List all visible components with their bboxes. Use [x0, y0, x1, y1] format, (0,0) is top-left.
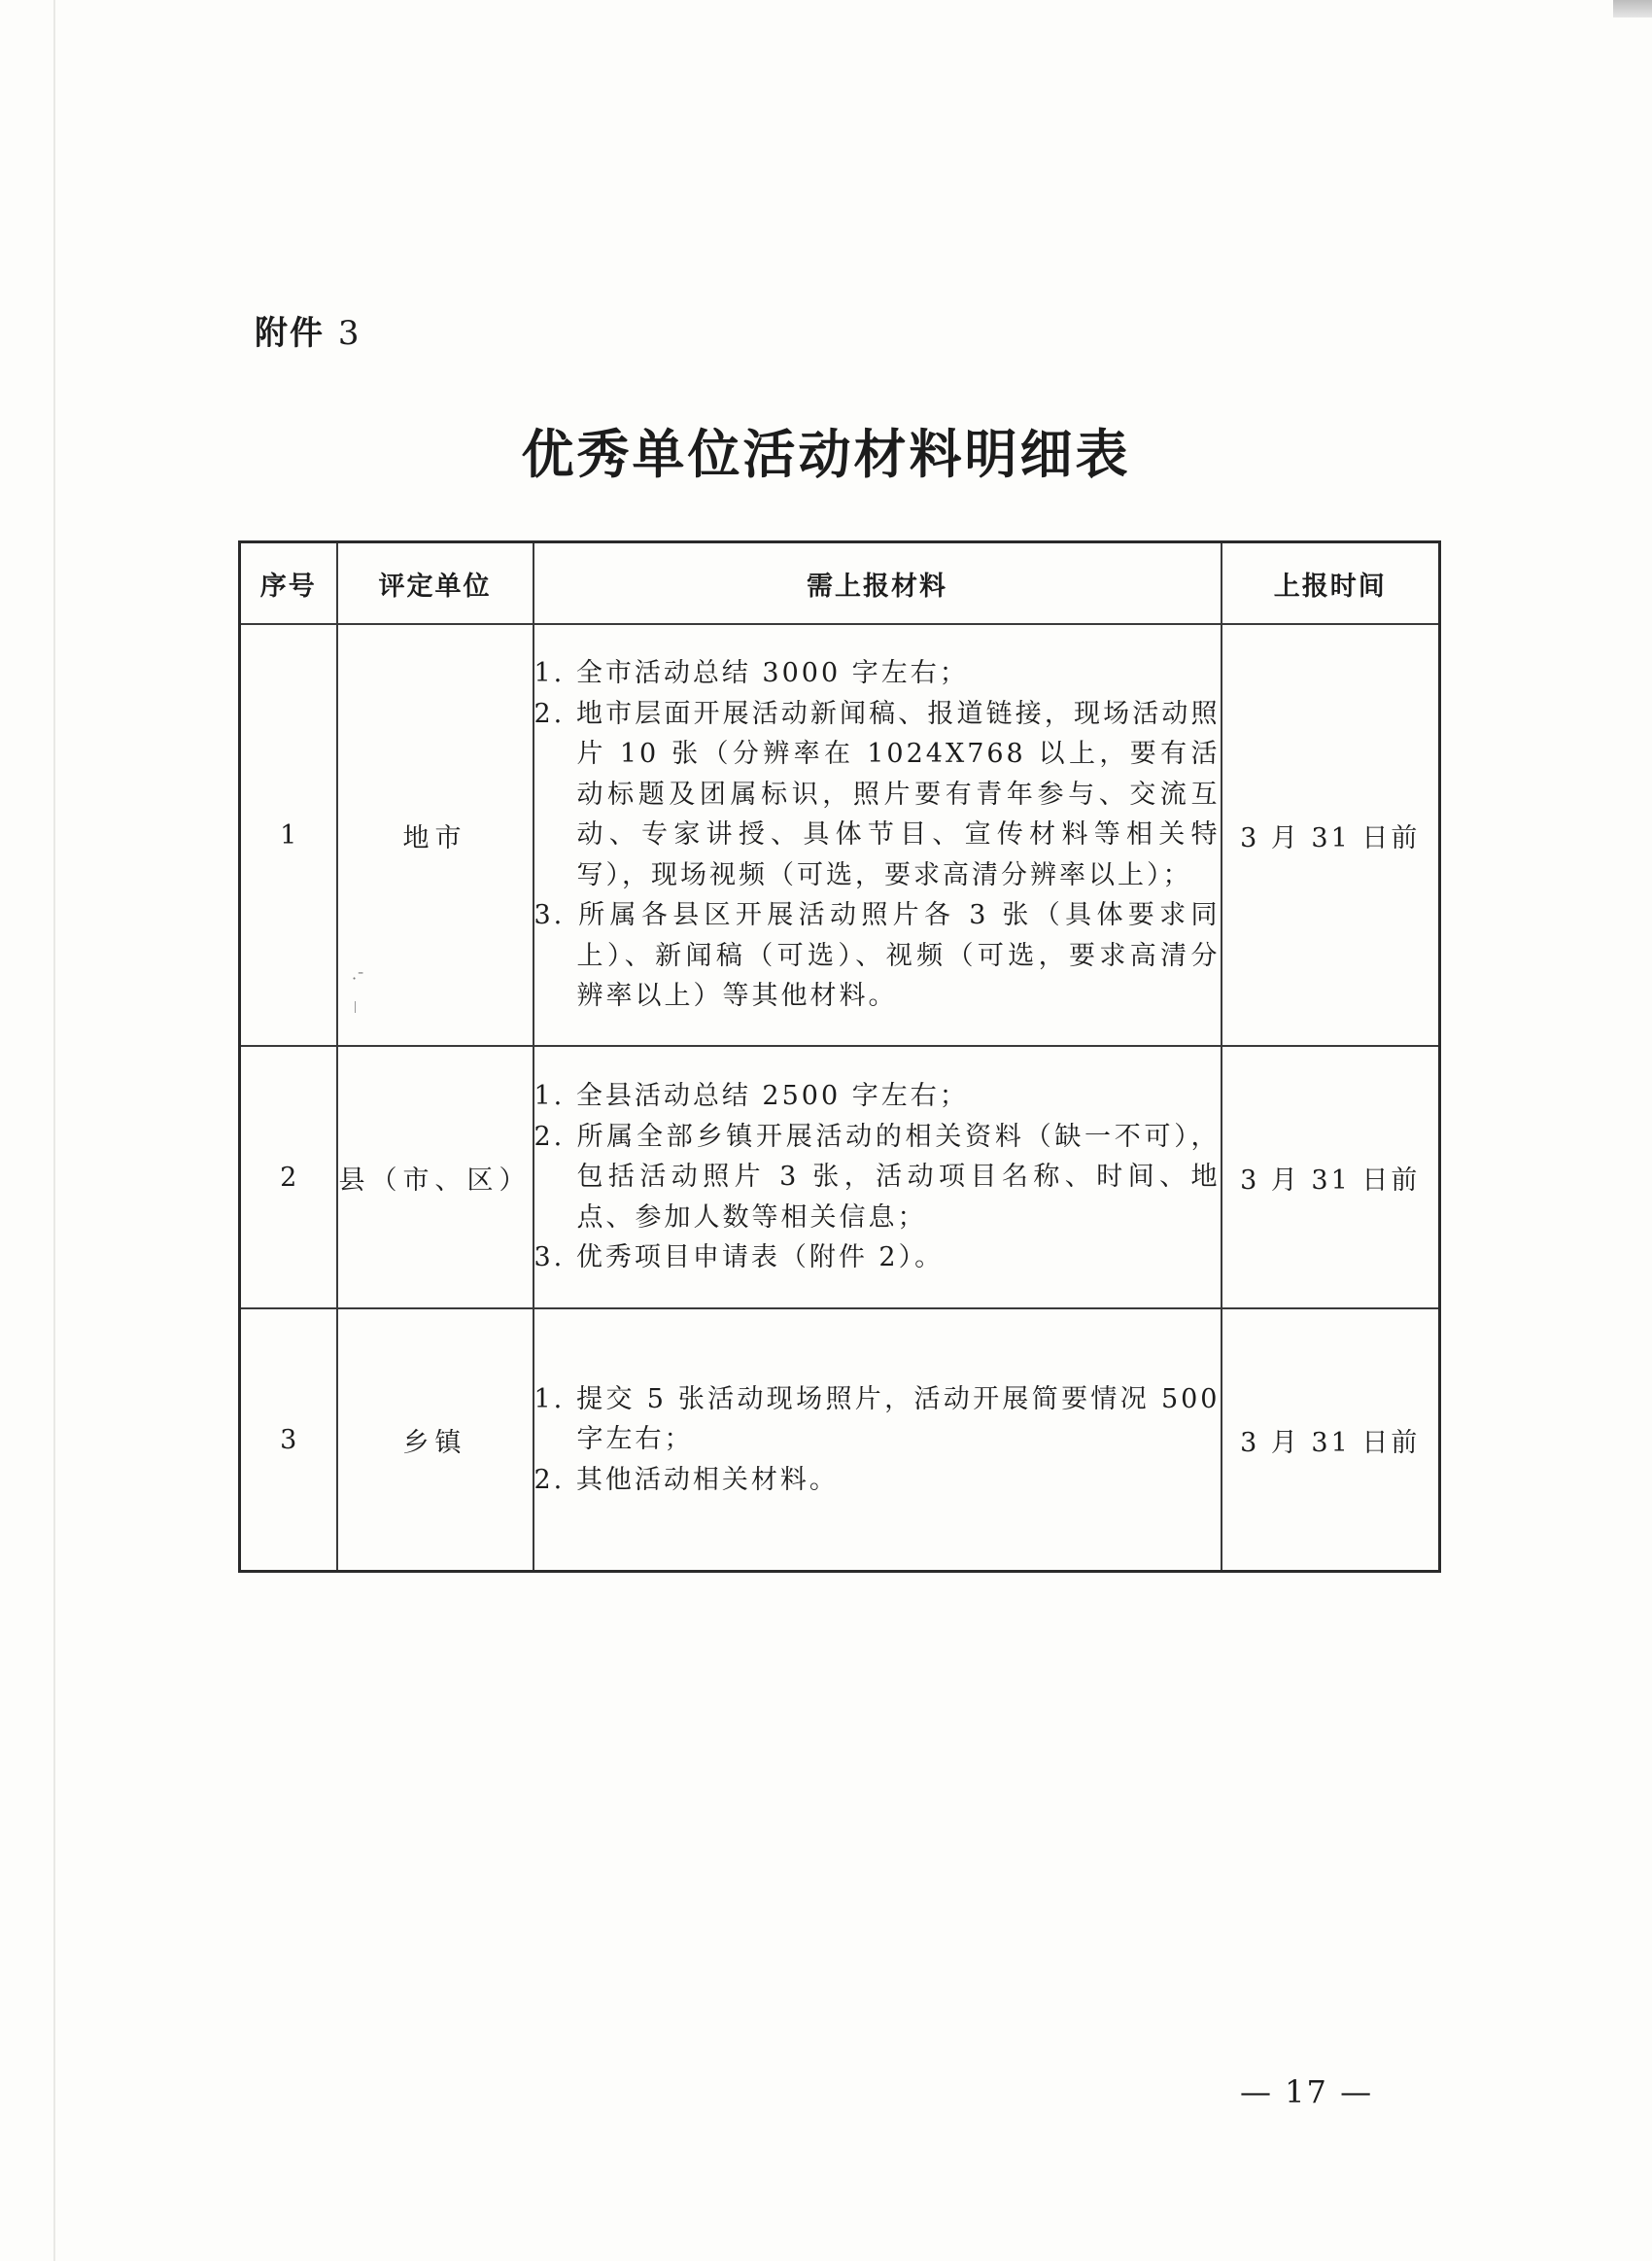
row-materials: [533, 1308, 1222, 1572]
header-materials: 需上报材料: [533, 542, 1222, 625]
material-item: 2. 其他活动相关材料。: [533, 1464, 839, 1495]
scan-edge: [53, 0, 55, 2261]
row-materials: [533, 1046, 1222, 1308]
row-unit: 县（市、区）: [337, 1046, 533, 1308]
row-materials: [533, 624, 1222, 1046]
table-row: [240, 1046, 1440, 1308]
material-item: 2. 所属全部乡镇开展活动的相关资料（缺一不可），包括活动照片 3 张，活动项目名称、时间、地点、参加人数等相关信息；: [533, 1121, 1221, 1233]
material-item: 1. 提交 5 张活动现场照片，活动开展简要情况 500 字左右；: [533, 1383, 1221, 1455]
header-unit: 评定单位: [337, 542, 533, 625]
material-item: 1. 全市活动总结 3000 字左右；: [533, 658, 969, 689]
attachment-number: 3: [337, 314, 361, 353]
row-unit: 地市: [337, 624, 533, 1046]
row-seq: 3: [240, 1308, 337, 1572]
row-seq: 1: [240, 624, 337, 1046]
material-item: 2. 地市层面开展活动新闻稿、报道链接，现场活动照片 10 张（分辨率在 1024X768 以上，要有活动标题及团属标识，照片要有青年参与、交流互动、专家讲授、具体节目、宣传材料等相关特写），现场视频（可选，要求高清分辨率以上）；: [533, 698, 1221, 890]
materials-table: [238, 540, 1441, 1573]
document-title: 优秀单位活动材料明细表: [521, 423, 1131, 485]
material-item: 3. 所属各县区开展活动照片各 3 张（具体要求同上）、新闻稿（可选）、视频（可选，要求高清分辨率以上）等其他材料。: [533, 900, 1221, 1012]
attachment-label: [255, 306, 361, 354]
page-number: — 17 —: [1240, 2073, 1374, 2110]
scan-mark: [1613, 0, 1652, 17]
row-deadline: 3 月 31 日前: [1222, 624, 1440, 1046]
row-seq: 2: [240, 1046, 337, 1308]
header-deadline: 上报时间: [1222, 542, 1440, 625]
row-deadline: 3 月 31 日前: [1222, 1308, 1440, 1572]
material-item: 1. 全县活动总结 2500 字左右；: [533, 1081, 969, 1112]
header-seq: 序号: [240, 542, 337, 625]
table-row: [240, 624, 1440, 1046]
attachment-label-text: 附件: [255, 314, 325, 353]
scan-speck: ·ˉ: [352, 969, 365, 988]
row-deadline: 3 月 31 日前: [1222, 1046, 1440, 1308]
scan-speck: [355, 1001, 356, 1013]
material-item: 3. 优秀项目申请表（附件 2）。: [533, 1242, 945, 1273]
table-header-row: [240, 542, 1440, 625]
table-row: [240, 1308, 1440, 1572]
row-unit: 乡镇: [337, 1308, 533, 1572]
